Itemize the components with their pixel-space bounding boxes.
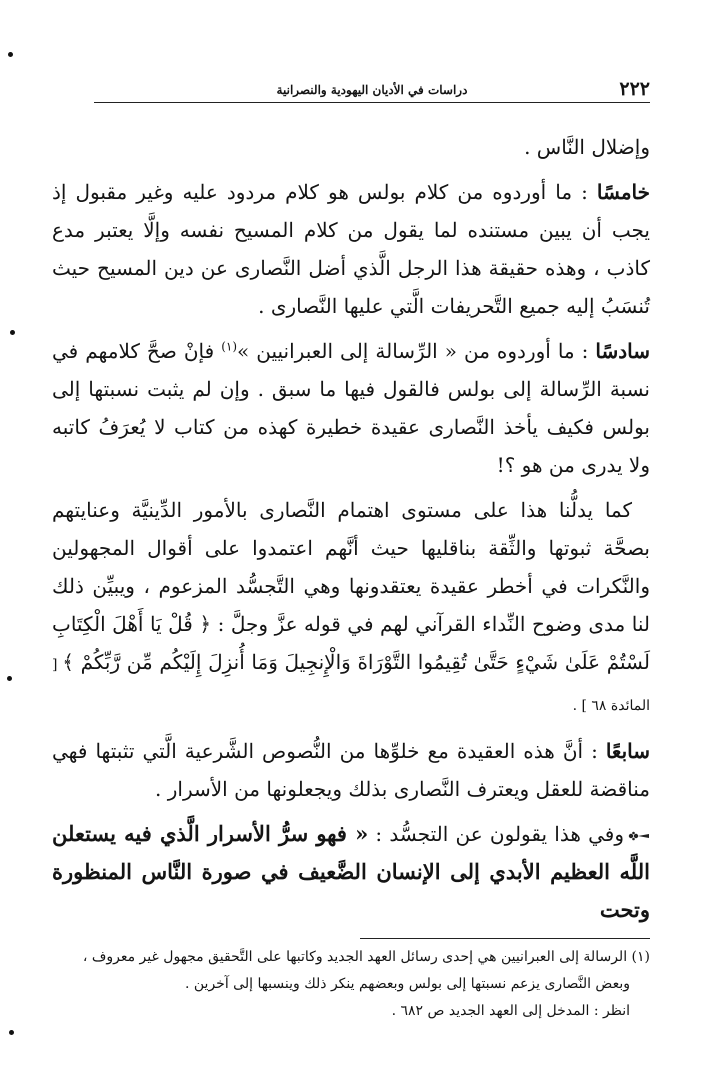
paragraph-sixth — [52, 332, 650, 484]
paragraph-lead: سابعًا — [605, 739, 650, 763]
paragraph-text: : ما أوردوه من « الرِّسالة إلى العبرانيين » — [237, 339, 596, 363]
paragraph — [52, 128, 650, 166]
paragraph-text: وإضلال النَّاس . — [524, 135, 650, 159]
paragraph-text: : أنَّ هذه العقيدة مع خلوِّها من النُّصوص الشَّرعية الَّتي تثبتها فهي مناقضة للعقل ويعترف النَّصارى بذلك ويجعلونها من الأسرار . — [52, 739, 650, 801]
scan-mark — [10, 330, 15, 335]
footnote-line: وبعض النَّصارى يزعم نسبتها إلى بولس وبعضهم ينكر ذلك وينسبها إلى آخرين . — [185, 976, 630, 992]
scan-mark — [7, 676, 12, 681]
footnote-reference[interactable]: (١) — [221, 339, 238, 354]
bold-quotation: « فهو سرُّ الأسرار الَّذي فيه يستعلن اللَّه العظيم الأبدي إلى الإنسان الضَّعيف في صورة النَّاس المنظورة وتحت — [52, 821, 650, 922]
footnotes — [52, 944, 650, 1025]
page-header — [94, 78, 650, 103]
flower-ornament-icon — [628, 831, 650, 841]
footnote-line: (١) الرسالة إلى العبرانيين هي إحدى رسائل العهد الجديد وكاتبها على التَّحقيق مجهول غير معروف ، — [82, 949, 650, 965]
paragraph-fifth — [52, 173, 650, 325]
main-text — [52, 128, 650, 929]
paragraph-lead: سادسًا — [595, 339, 650, 363]
paragraph-commentary — [52, 491, 650, 725]
paragraph-text: فإنْ صحَّ كلامهم في نسبة الرِّسالة إلى بولس فالقول فيها ما سبق . وإن لم يثبت نسبتها إلى بولس فكيف يأخذ النَّصارى عقيدة خطيرة كهذه من كتاب لا يُعرَفُ كاتبه ولا يدرى من هو ؟! — [52, 339, 650, 477]
paragraph-quote — [52, 815, 650, 929]
verse-citation: [ المائدة ٦٨ ] . — [52, 657, 650, 714]
scan-mark — [9, 1030, 14, 1035]
paragraph-seventh — [52, 732, 650, 808]
paragraph-text: كما يدلُّنا هذا على مستوى اهتمام النَّصارى بالأمور الدِّينيَّة وعنايتهم بصحَّة ثبوتها والثِّقة بناقليها حيث أنَّهم اعتمدوا على أقوال المجهولين والنَّكرات في أخطر عقيدة يعتقدونها وهي التَّجسُّد المزعوم ، ويبيِّن ذلك لنا مدى وضوح النِّداء القرآني لهم في قوله عزَّ وجلَّ : — [52, 498, 650, 636]
paragraph-lead: خامسًا — [596, 180, 651, 204]
page-number: ٢٢٢ — [619, 78, 650, 100]
footnote-divider — [360, 938, 650, 939]
quran-verse: ﴿ قُلْ يَا أَهْلَ الْكِتَابِ لَسْتُمْ عَلَىٰ شَيْءٍ حَتَّىٰ تُقِيمُوا التَّوْرَاةَ وَالْإِنجِيلَ وَمَا أُنزِلَ إِلَيْكُم مِّن رَّبِّكُمْ ﴾ — [52, 612, 650, 674]
running-title: دراسات في الأديان اليهودية والنصرانية — [276, 83, 468, 97]
footnote-line: انظر : المدخل إلى العهد الجديد ص ٦٨٢ . — [391, 1003, 630, 1019]
paragraph-text: : ما أوردوه من كلام بولس هو كلام مردود عليه وغير مقبول إذ يجب أن يبين مستنده لما يقول من كلام المسيح نفسه وإلَّا يعتبر مدع كاذب ، وهذه حقيقة هذا الرجل الَّذي أضل النَّصارى عن دين المسيح حيث تُنسَبُ إليه جميع التَّحريفات الَّتي عليها النَّصارى . — [52, 180, 650, 318]
scan-mark — [8, 52, 13, 57]
paragraph-text: وفي هذا يقولون عن التجسُّد : — [368, 822, 624, 846]
